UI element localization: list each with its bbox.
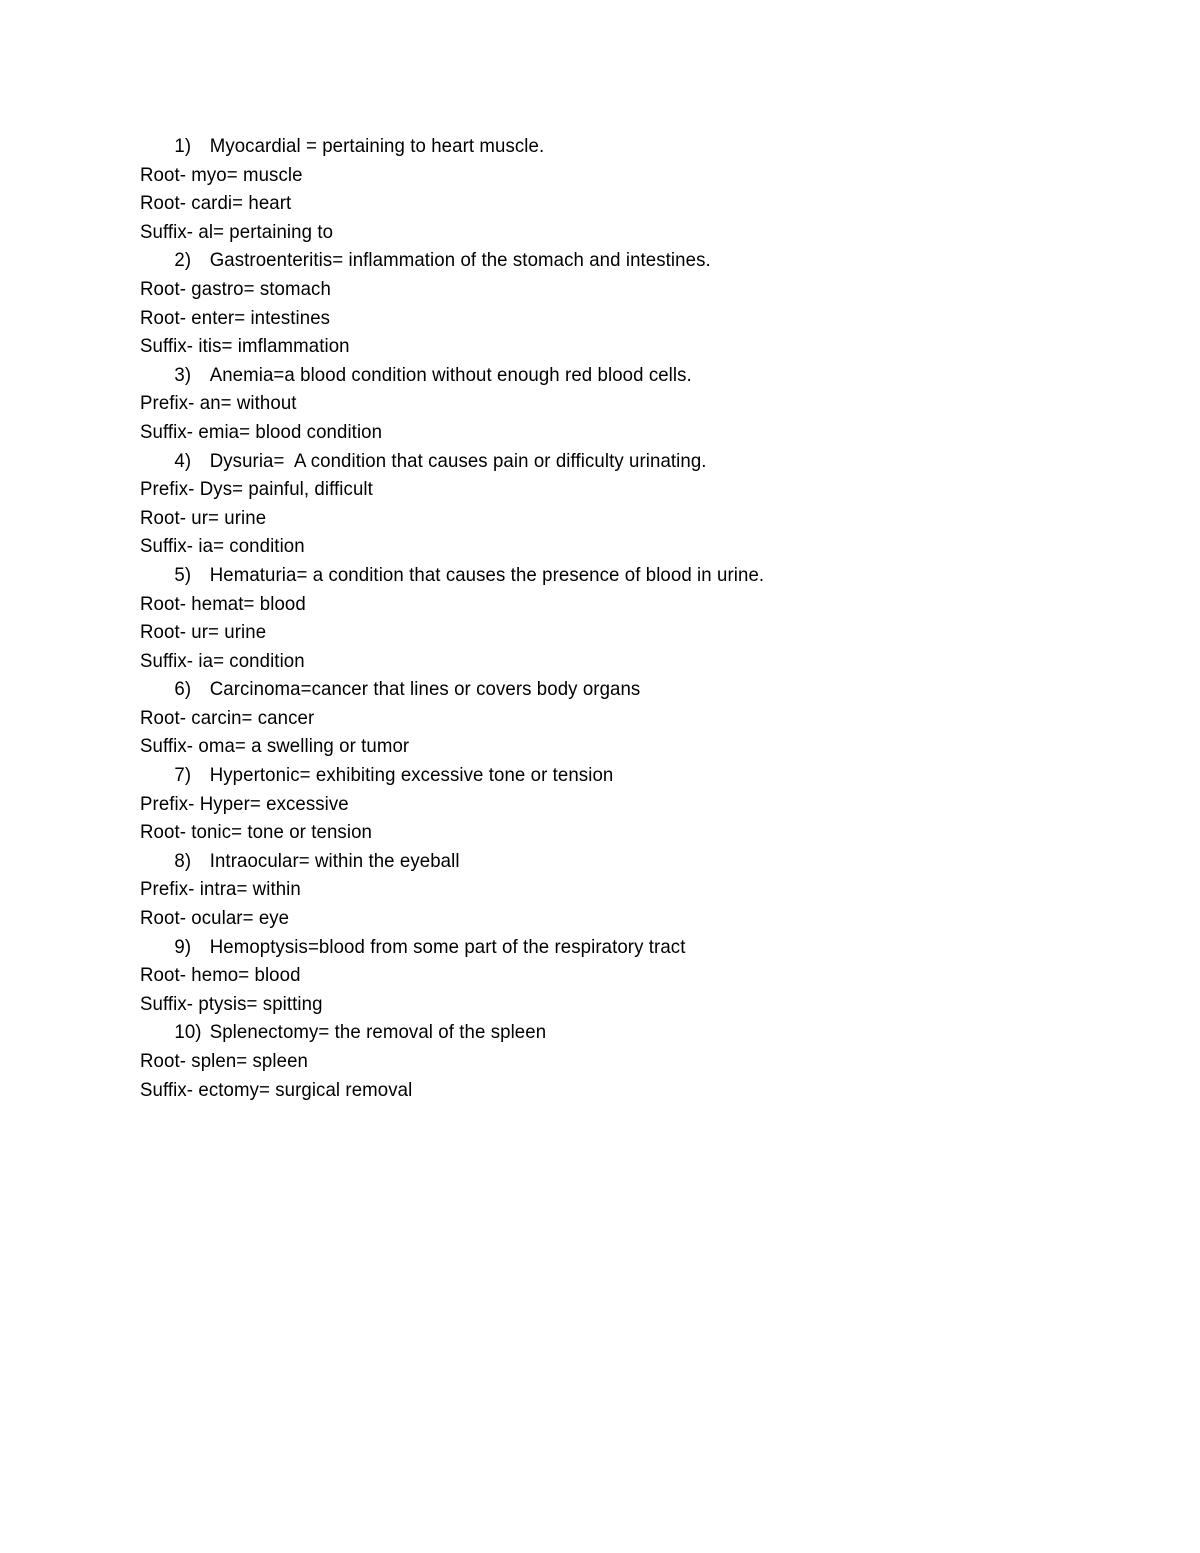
- document-text-body: [140, 132, 1080, 1104]
- word-part-line: Root- ur= urine: [140, 506, 267, 529]
- word-part-line: Root- ocular= eye: [140, 907, 290, 930]
- word-part-line: Suffix- itis= imflammation: [140, 335, 350, 358]
- word-part-line: Root- enter= intestines: [140, 306, 331, 329]
- term-entry-line: [140, 132, 1038, 161]
- term-entry-line: [140, 933, 1038, 962]
- word-part-line: Suffix- ia= condition: [140, 649, 305, 672]
- word-part-line: Root- ur= urine: [140, 621, 267, 644]
- word-part-line: Root- hemat= blood: [140, 592, 306, 615]
- word-part-line: Prefix- Dys= painful, difficult: [140, 478, 373, 501]
- term-entry-number: 2): [174, 249, 192, 272]
- word-part-line: Root- splen= spleen: [140, 1050, 308, 1072]
- word-part-line: Root- carcin= cancer: [140, 706, 315, 729]
- term-entry-number: 7): [174, 764, 192, 787]
- term-entry-number: 9): [174, 935, 192, 958]
- word-part-line: Suffix- ectomy= surgical removal: [140, 1078, 413, 1101]
- term-entry-line: [140, 561, 1038, 590]
- term-entry-definition: Anemia=a blood condition without enough red blood cells.: [209, 363, 692, 386]
- term-entry-definition: Splenectomy= the removal of the spleen: [209, 1021, 547, 1044]
- word-part-line: Prefix- intra= within: [140, 878, 301, 901]
- word-part-line: Suffix- ptysis= spitting: [140, 992, 323, 1015]
- term-entry-definition: Carcinoma=cancer that lines or covers body organs: [209, 678, 641, 701]
- term-entry-line: [140, 1018, 1038, 1047]
- term-entry-line: [140, 361, 1038, 390]
- term-entry-line: [140, 847, 1038, 876]
- term-entry-number: 8): [174, 849, 192, 872]
- term-entry-definition: Dysuria= A condition that causes pain or difficulty urinating.: [209, 449, 707, 472]
- word-part-line: Prefix- Hyper= excessive: [140, 792, 349, 815]
- term-entry-definition: Hypertonic= exhibiting excessive tone or tension: [209, 764, 614, 787]
- word-part-line: Suffix- emia= blood condition: [140, 420, 383, 443]
- word-part-line: Root- cardi= heart: [140, 192, 292, 215]
- term-entry-number: 5): [174, 563, 192, 586]
- term-entry-definition: Myocardial = pertaining to heart muscle.: [209, 135, 545, 157]
- term-entry-definition: Hematuria= a condition that causes the presence of blood in urine.: [209, 563, 765, 586]
- word-part-line: Root- hemo= blood: [140, 964, 301, 987]
- word-part-line: Prefix- an= without: [140, 392, 297, 415]
- term-entry-number: 6): [174, 678, 192, 701]
- word-part-line: Suffix- oma= a swelling or tumor: [140, 735, 410, 758]
- term-entry-number: 10): [174, 1021, 202, 1044]
- term-entry-number: 1): [174, 135, 192, 157]
- term-entry-line: [140, 675, 1038, 704]
- term-entry-number: 3): [174, 363, 192, 386]
- term-entry-line: [140, 246, 1038, 275]
- word-part-line: Suffix- ia= condition: [140, 535, 305, 558]
- word-part-line: Root- myo= muscle: [140, 163, 303, 186]
- term-entry-line: [140, 447, 1038, 476]
- word-part-line: Suffix- al= pertaining to: [140, 220, 334, 243]
- word-part-line: Root- gastro= stomach: [140, 277, 331, 300]
- term-entry-number: 4): [174, 449, 192, 472]
- term-entry-definition: Intraocular= within the eyeball: [209, 849, 460, 872]
- term-entry-line: [140, 761, 1038, 790]
- term-entry-definition: Hemoptysis=blood from some part of the respiratory tract: [209, 935, 686, 958]
- term-entry-definition: Gastroenteritis= inflammation of the stomach and intestines.: [209, 249, 711, 272]
- word-part-line: Root- tonic= tone or tension: [140, 821, 372, 844]
